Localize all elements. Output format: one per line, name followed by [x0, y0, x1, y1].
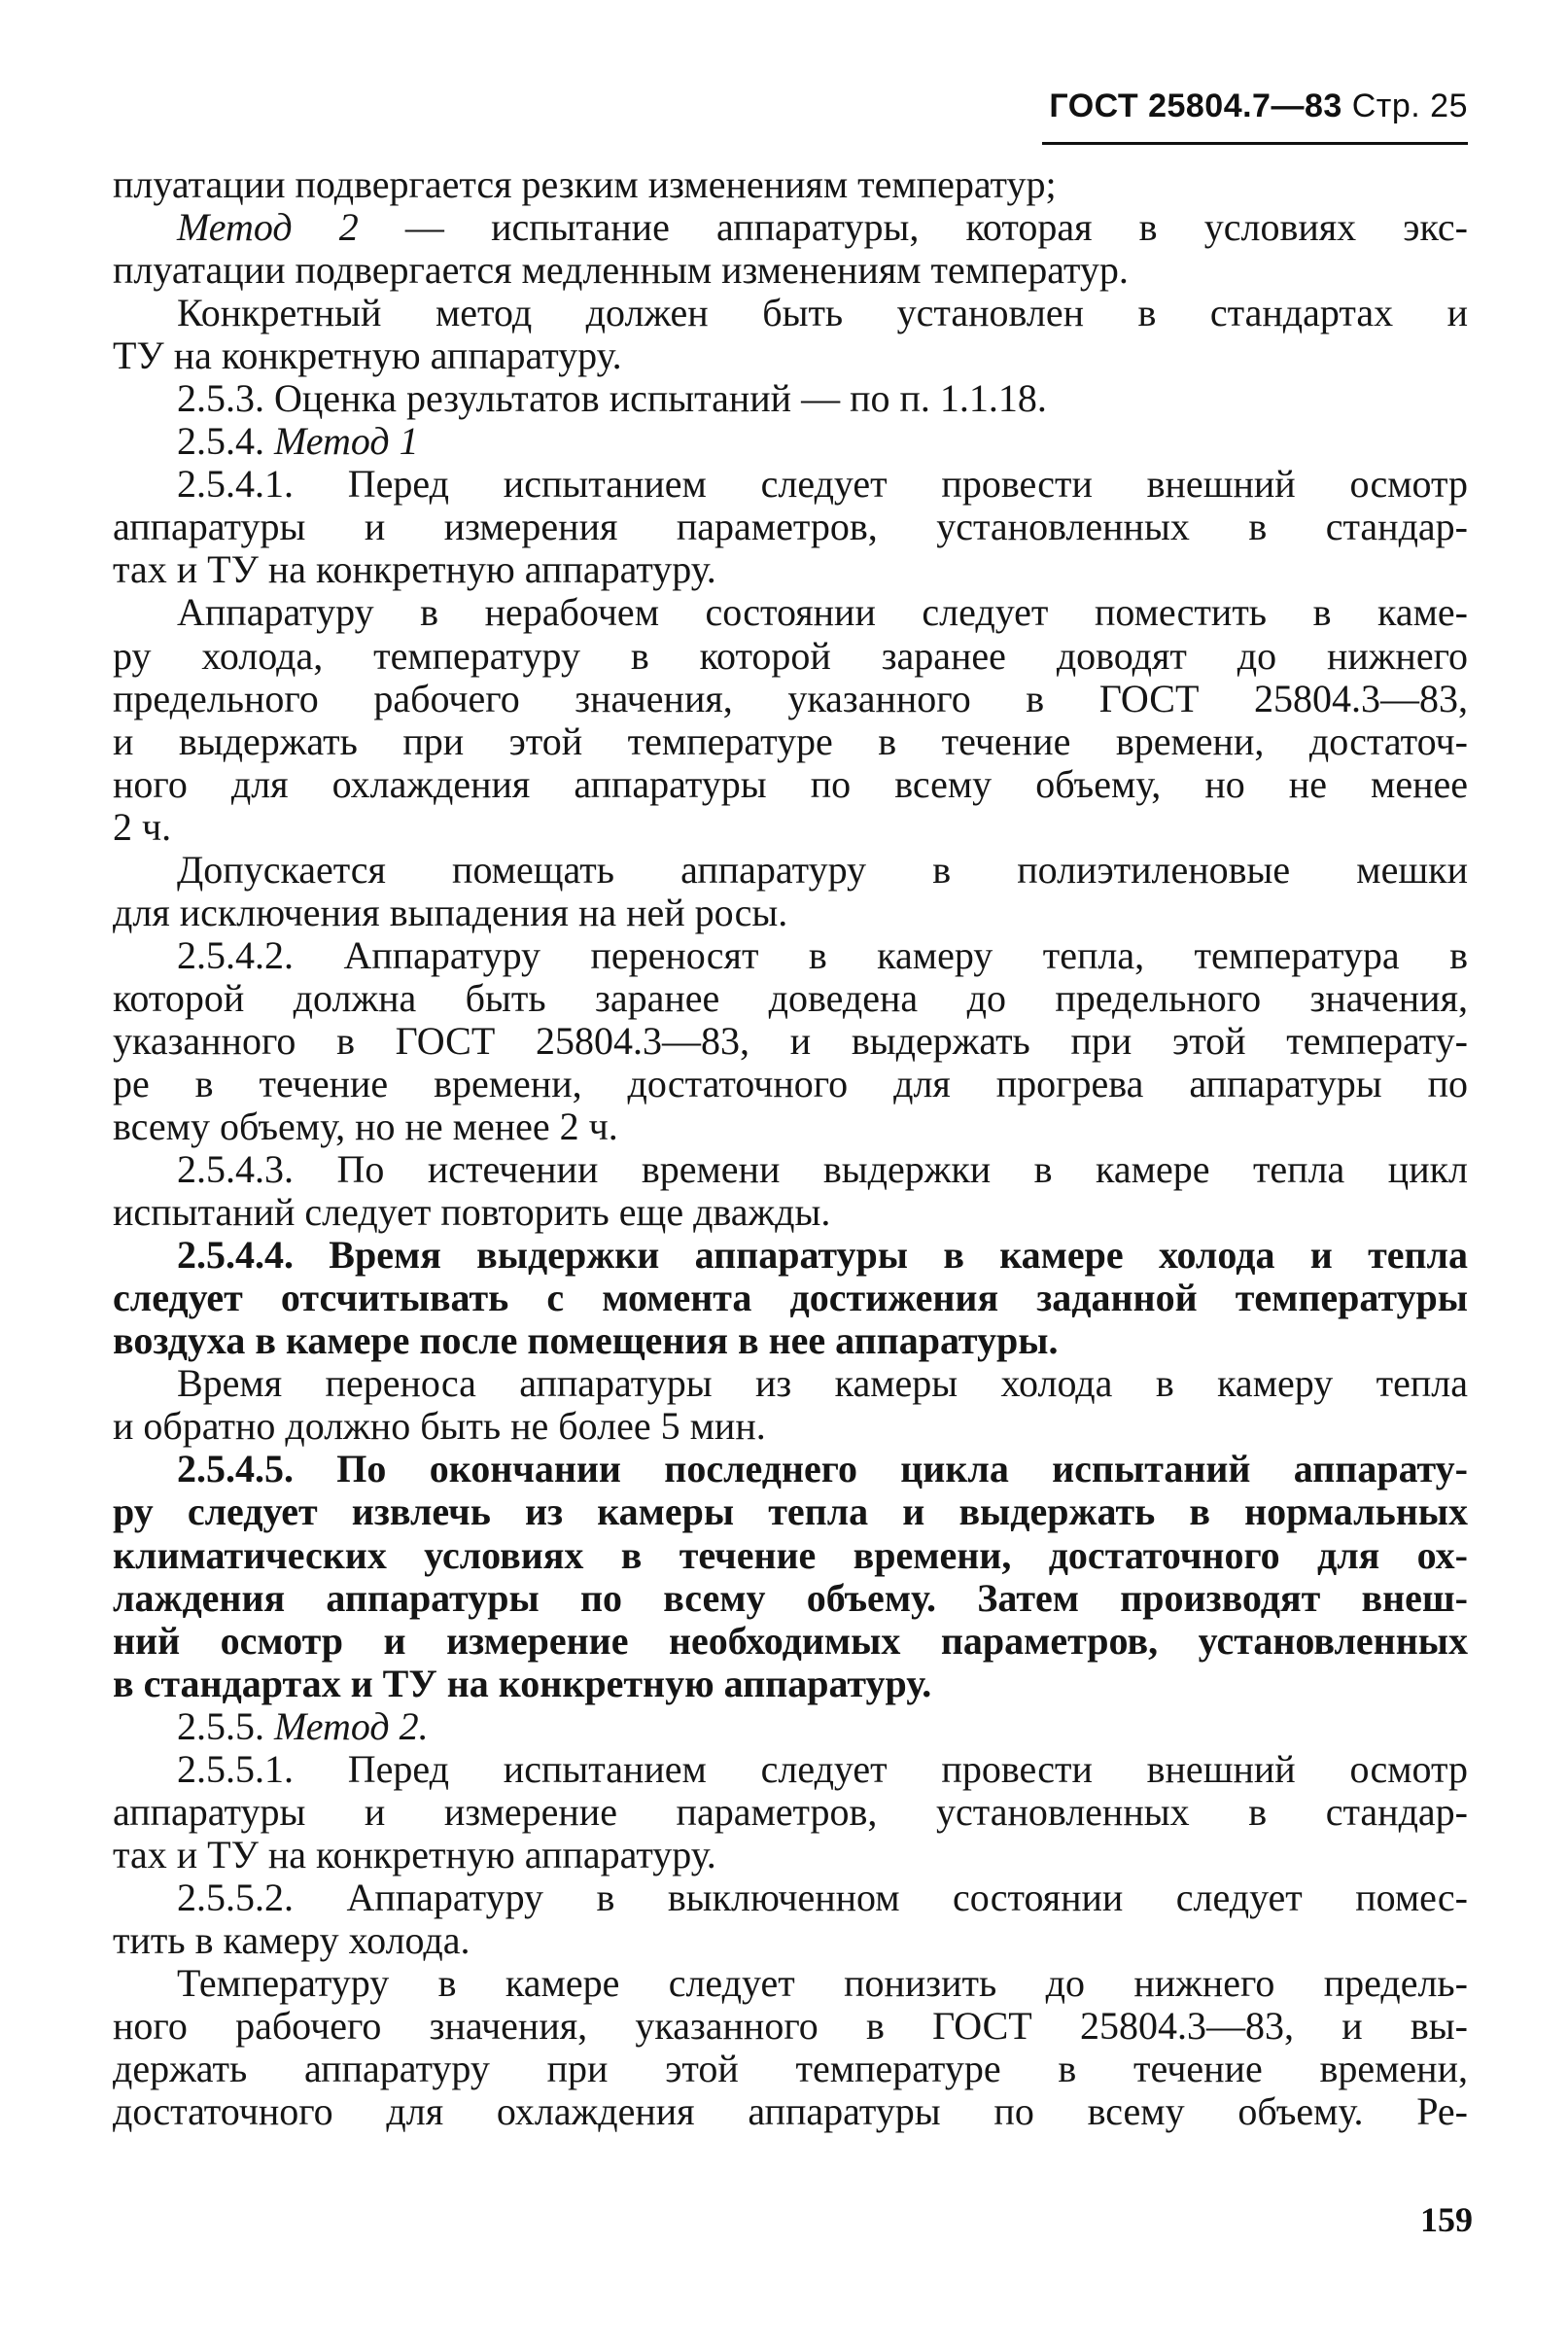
text-line: Конкретный метод должен быть установлен в стандартах и — [177, 291, 1468, 335]
standard-number: ГОСТ 25804.7—83 — [1049, 88, 1342, 124]
text-line: указанного в ГОСТ 25804.3—83, и выдержать при этой температу- — [113, 1018, 1468, 1063]
text-line: климатических условиях в течение времени, достаточного для ох- — [113, 1532, 1468, 1577]
text-line: Аппаратуру в нерабочем состоянии следует поместить в каме- — [177, 590, 1468, 635]
text-line: следует отсчитывать с момента достижения заданной температуры — [113, 1276, 1468, 1320]
text-line: 2.5.4.2. Аппаратуру переносят в камеру тепла, температура в — [177, 932, 1468, 977]
text-line: испытаний следует повторить еще дважды. — [113, 1190, 831, 1235]
text-line: Допускается помещать аппаратуру в полиэтиленовые мешки — [177, 847, 1468, 892]
text-line: тах и ТУ на конкретную аппаратуру. — [113, 1832, 716, 1876]
text-line: Время переноса аппаратуры из камеры холода в камеру тепла — [177, 1361, 1468, 1406]
text-line: достаточного для охлаждения аппаратуры по всему объему. Ре- — [113, 2089, 1468, 2134]
text-line: 2.5.3. Оценка результатов испытаний — по п. 1.1.18. — [177, 376, 1047, 421]
running-header — [1040, 88, 1468, 146]
text-line: Метод 2 — испытание аппаратуры, которая в условиях экс- — [177, 205, 1468, 250]
text-line: ТУ на конкретную аппаратуру. — [113, 333, 622, 378]
body-text — [113, 163, 1468, 2133]
text-line: держать аппаратуру при этой температуре в течение времени, — [113, 2047, 1468, 2091]
text-line: 2.5.4.1. Перед испытанием следует провести внешний осмотр — [177, 462, 1468, 507]
text-line: предельного рабочего значения, указанного в ГОСТ 25804.3—83, — [113, 676, 1468, 720]
text-line: для исключения выпадения на ней росы. — [113, 890, 788, 934]
header-rule — [1042, 142, 1468, 145]
text-line: ре в течение времени, достаточного для прогрева аппаратуры по — [113, 1061, 1468, 1105]
text-line: ру холода, температуру в которой заранее доводят до нижнего — [113, 633, 1468, 678]
text-line: тах и ТУ на конкретную аппаратуру. — [113, 547, 716, 592]
text-line: тить в камеру холода. — [113, 1917, 470, 1962]
text-line: 2.5.5. Метод 2. — [177, 1703, 429, 1748]
text-line: ного для охлаждения аппаратуры по всему объему, но не менее — [113, 761, 1468, 806]
text-line: ру следует извлечь из камеры тепла и выдержать в нормальных — [113, 1490, 1468, 1534]
text-line: и обратно должно быть не более 5 мин. — [113, 1404, 766, 1449]
text-line: воздуха в камере после помещения в нее аппаратуры. — [113, 1318, 1059, 1363]
text-line: ного рабочего значения, указанного в ГОСТ 25804.3—83, и вы- — [113, 2004, 1468, 2049]
text-line: 2.5.5.2. Аппаратуру в выключенном состоянии следует помес- — [177, 1875, 1468, 1919]
text-line: всему объему, но не менее 2 ч. — [113, 1104, 618, 1149]
method-heading: Метод 2 — [177, 205, 359, 250]
text-line: 2.5.4. Метод 1 — [177, 419, 419, 464]
text-line: аппаратуры и измерения параметров, установленных в стандар- — [113, 505, 1468, 549]
method-heading: Метод 2. — [274, 1703, 429, 1748]
text-line: плуатации подвергается резким изменениям температур; — [113, 162, 1057, 206]
text-line: в стандартах и ТУ на конкретную аппаратуру. — [113, 1661, 932, 1705]
text-line: лаждения аппаратуры по всему объему. Затем производят внеш- — [113, 1575, 1468, 1620]
text-line: которой должна быть заранее доведена до предельного значения, — [113, 975, 1468, 1020]
text-line: и выдержать при этой температуре в течение времени, достаточ- — [113, 719, 1468, 763]
text-line: ний осмотр и измерение необходимых параметров, установленных — [113, 1618, 1468, 1663]
text-line: 2 ч. — [113, 804, 172, 849]
text-line: 2.5.4.5. По окончании последнего цикла испытаний аппарату- — [177, 1447, 1468, 1491]
page-number: 159 — [1420, 2200, 1473, 2239]
method-heading: Метод 1 — [274, 419, 419, 464]
text-line: 2.5.4.3. По истечении времени выдержки в камере тепла цикл — [177, 1147, 1468, 1192]
text-line: 2.5.5.1. Перед испытанием следует провести внешний осмотр — [177, 1746, 1468, 1791]
text-line: аппаратуры и измерение параметров, установленных в стандар- — [113, 1789, 1468, 1834]
text-line: плуатации подвергается медленным изменениям температур. — [113, 248, 1129, 293]
text-line: Температуру в камере следует понизить до нижнего предель- — [177, 1960, 1468, 2005]
text-line: 2.5.4.4. Время выдержки аппаратуры в камере холода и тепла — [177, 1233, 1468, 1278]
page-label: Стр. 25 — [1351, 88, 1468, 124]
